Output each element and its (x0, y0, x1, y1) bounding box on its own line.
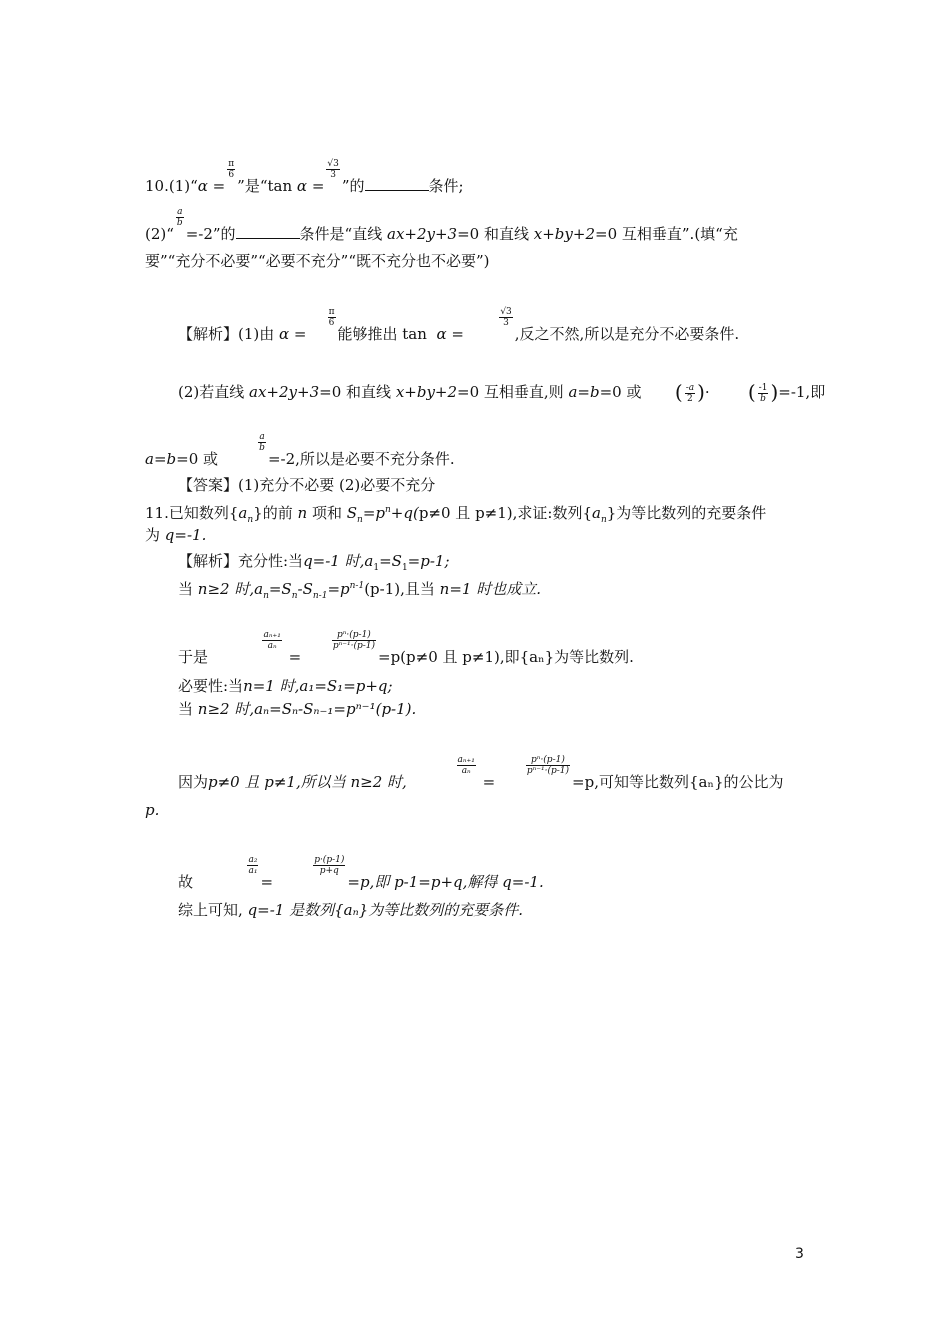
frac-num: a (177, 207, 183, 217)
sol10-a1-end: ,反之不然,所以是充分不必要条件. (514, 325, 740, 343)
power-frac (332, 630, 376, 651)
frac-num: a₂ (248, 855, 258, 865)
q10-p2-pre: (2)“ (145, 225, 174, 243)
q10-p1-post: ”的 (341, 177, 365, 195)
sol11-r7: p. (145, 801, 160, 819)
q10-p1-end: 条件; (428, 177, 464, 195)
q11-l2: 为 (145, 526, 161, 544)
sol11-r1-mid: =S (379, 552, 402, 570)
q11-l1-m2: 项和 (311, 504, 342, 522)
sol11-r2-c: -S (297, 580, 313, 598)
a-eq-b: a=b (568, 383, 600, 401)
q10-p1-pre: 10.(1)“ (145, 177, 198, 195)
sol10-part2: (2)若直线 ax+2y+3=0 和直线 x+by+2=0 互相垂直,则 a=b=0 或 ( $\frac{-a}{2}$ )· ( $\frac{-1}{b}$ )=-1,即 (178, 380, 826, 404)
sol11-r4-text: 必要性:当 (178, 677, 244, 695)
sol10-part2-cont (145, 432, 455, 469)
frac-den: b (176, 218, 183, 228)
neg-1-over-b (758, 383, 769, 404)
sol10-a1-pre: 【解析】(1)由 (178, 325, 275, 343)
power-frac (526, 755, 570, 776)
q11-l1-cond: p≠0 且 p≠1),求证:数列{ (418, 504, 593, 522)
sol10-a2-m3: =0 或 (599, 383, 642, 401)
paren-group-2: ( $\frac{-1}{b}$ ) (747, 380, 779, 404)
neg-a-over-2 (685, 383, 695, 404)
eq-sign: = (482, 773, 496, 791)
a-eq-b: a=b (145, 450, 177, 468)
sol10-a2-pre: (2)若直线 (178, 383, 245, 401)
q10-p2-line1b: =0 和直线 (457, 225, 529, 243)
q10-p2-mid: 条件是“直线 (299, 225, 383, 243)
sol10-part1 (178, 307, 739, 344)
answer-blank-2 (236, 224, 300, 239)
frac-num-var: a (688, 383, 695, 393)
q10-p2-eq: =-2”的 (185, 225, 236, 243)
sqrt3-over-3 (326, 159, 339, 180)
line2-eq: x+by+2 (533, 225, 595, 243)
var-p: p (375, 504, 385, 522)
sol11-r4-n: n=1 时, (243, 677, 300, 695)
q11-l2-q: q=-1. (164, 526, 207, 544)
sol11-r5-text: 当 (178, 700, 194, 718)
frac-den: pⁿ⁻¹·(p-1) (332, 641, 375, 651)
frac-den: 3 (330, 170, 336, 180)
sol10-a2-end: =-1,即 (778, 383, 826, 401)
frac-den: aₙ (267, 641, 277, 651)
frac-den: a₁ (248, 866, 258, 876)
frac-num: p·(p-1) (314, 855, 345, 865)
frac-num: pⁿ·(p-1) (526, 755, 570, 766)
sol10-answer: 【答案】(1)充分不必要 (2)必要不充分 (178, 476, 436, 494)
frac-den: b (760, 394, 766, 404)
a-over-b (176, 207, 184, 228)
sol11-r1-q: q=-1 时, (303, 552, 365, 570)
frac-den: 6 (228, 170, 235, 180)
sol11-r4 (178, 676, 393, 696)
frac-num-var: 1 (761, 383, 768, 393)
line1-eq: ax+2y+3 (387, 225, 458, 243)
var-q: +q( (390, 504, 419, 522)
sol11-r4-end: a₁=S₁=p+q; (299, 677, 393, 695)
sol11-r9-text: 综上可知, (178, 901, 243, 919)
eq-sign: = (288, 648, 302, 666)
sol11-r9 (178, 900, 523, 920)
frac-den: b (259, 443, 265, 453)
sqrt3-over-3 (499, 307, 512, 328)
sol10-a2-m1: =0 和直线 (319, 383, 392, 401)
sol11-r8-end: =p,即 p-1=p+q,解得 q=-1. (347, 873, 544, 891)
sol11-r6-cond: p≠0 且 p≠1,所以当 n≥2 时, (208, 773, 407, 791)
q11-line2 (145, 525, 206, 545)
frac-num: π (228, 159, 235, 169)
a-over-b (258, 432, 266, 453)
sol11-r2-f: n=1 时也成立. (439, 580, 541, 598)
answer-blank-1 (365, 176, 429, 191)
paren-group-1: ( $\frac{-a}{2}$ ) (674, 380, 705, 404)
q11-l1-end: }为等比数列的充要条件 (606, 504, 767, 522)
frac-num: a (259, 432, 265, 442)
frac-den: pⁿ⁻¹·(p-1) (526, 766, 570, 776)
sol11-r6 (178, 755, 784, 792)
q10-p1-mid: ”是“tan (237, 177, 293, 195)
ratio-frac (457, 755, 476, 776)
sol11-r6-end: =p,可知等比数列{aₙ}的公比为 (572, 773, 784, 791)
frac-num: √3 (327, 159, 339, 169)
q11-l1: 11.已知数列{ (145, 504, 239, 522)
line2-eq: x+by+2 (395, 383, 458, 401)
page-number: 3 (795, 1246, 804, 1262)
q11-l1-m1: }的前 (253, 504, 293, 522)
frac-num: √3 (500, 307, 512, 317)
frac-den: p+q (319, 866, 339, 876)
sol11-r3-pre: 于是 (178, 648, 209, 666)
line1-eq: ax+2y+3 (249, 383, 320, 401)
q10-p2-tail: =0 互相垂直”.(填“充 (595, 225, 738, 243)
pi-over-6 (328, 307, 336, 328)
alpha-eq: α = (197, 177, 226, 195)
sol11-r6-pre: 因为 (178, 773, 209, 791)
var-n: n (297, 504, 308, 522)
sol10-a1-mid: 能够推出 tan (337, 325, 427, 343)
frac-den: 3 (503, 318, 509, 328)
seq-a: a (238, 504, 248, 522)
frac-num: pⁿ·(p-1) (332, 630, 376, 641)
sol11-r3 (178, 630, 634, 667)
q10-part1 (145, 159, 464, 196)
alpha-eq-2: α = (436, 325, 464, 343)
frac-num: -1 (758, 383, 768, 393)
q11-line1: 11.已知数列$\{a_n\}$的前 n 项和 $S_n=p^n+q(p\ne 0$ 且 p≠1),求证:数列$\{a_n\}$为等比数列的充要条件 (145, 504, 767, 525)
sol11-r3-end: =p(p≠0 且 p≠1),即{aₙ}为等比数列. (378, 648, 634, 666)
q11-l1-eq: = (362, 504, 376, 522)
sol10-a2-m2: =0 互相垂直,则 (457, 383, 564, 401)
alpha-eq: α = (279, 325, 307, 343)
sol11-r8 (178, 855, 544, 892)
sum-S: S (346, 504, 358, 522)
sol11-r2: 当 n≥2 时$,a_n=S_n-S_{n-1}=p^{n-1}(p-1)$,且当 n=1 时也成立. (178, 580, 541, 601)
a2-over-a1 (247, 855, 258, 876)
pi-over-6 (227, 159, 235, 180)
sol11-r5-end: aₙ=Sₙ-Sₙ₋₁=pⁿ⁻¹(p-1). (254, 700, 417, 718)
sol10-a3-end: =-2,所以是必要不充分条件. (267, 450, 455, 468)
sol11-r2-n: n≥2 时, (197, 580, 255, 598)
frac-num: π (328, 307, 335, 317)
sol11-r9-end: q=-1 是数列{aₙ}为等比数列的充要条件. (247, 901, 523, 919)
frac-num: -a (685, 383, 695, 393)
ratio-frac (262, 630, 281, 651)
eq-sign: = (260, 873, 274, 891)
frac-den: 6 (328, 318, 335, 328)
sol11-r2-d: =p (327, 580, 350, 598)
frac-den: aₙ (461, 766, 471, 776)
sol11-r2-a: a (254, 580, 264, 598)
sol11-r5-n: n≥2 时, (197, 700, 255, 718)
sol11-r5 (178, 699, 416, 719)
q10-part2-cont: 要”“充分不必要”“必要不充分”“既不充分也不必要”) (145, 252, 490, 270)
q10-part2 (145, 207, 738, 244)
sol11-r2-b: =S (268, 580, 292, 598)
sol11-r2-e: (p-1),且当 (364, 580, 435, 598)
sol11-r2-text: 当 (178, 580, 194, 598)
alpha-eq-2: α = (296, 177, 325, 195)
p-frac (313, 855, 345, 876)
frac-num: aₙ₊₁ (263, 630, 281, 640)
sol10-a3-m: =0 或 (176, 450, 219, 468)
sol11-r1-end: =p-1; (407, 552, 450, 570)
sol11-r8-pre: 故 (178, 873, 194, 891)
sol11-r1-text: 【解析】充分性:当 (178, 552, 304, 570)
sol11-r1: 【解析】充分性:当q=-1 时$,a_1=S_1=p-1$; (178, 552, 450, 573)
frac-den: 2 (687, 394, 693, 404)
frac-num: aₙ₊₁ (457, 755, 475, 765)
sol11-r1-a: a (364, 552, 374, 570)
